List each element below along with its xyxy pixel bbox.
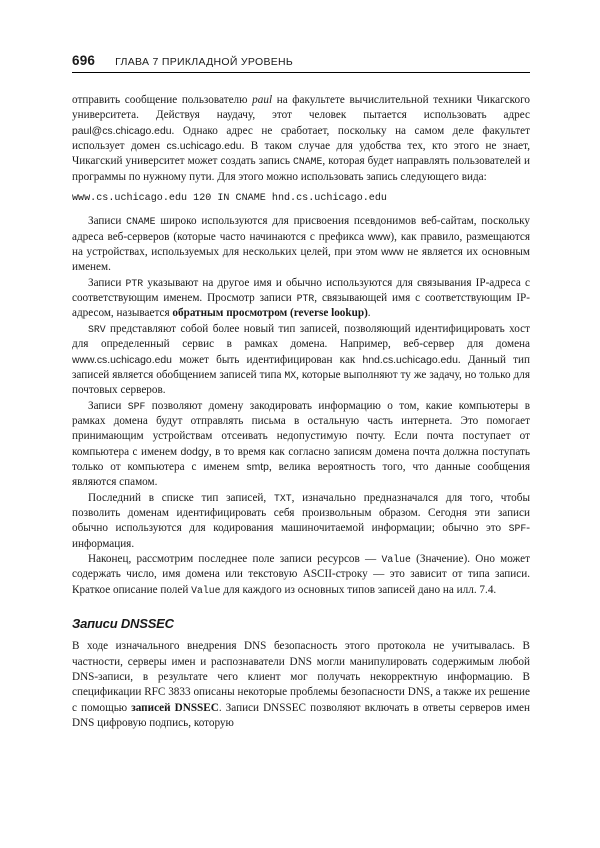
- paragraph-txt: Последний в списке тип записей, TXT, изначально предназначался для того, чтобы позволить доменам идентифицировать себя произвольным образом. Сегодня эти записи обычно используются для кодирования машиночитаемой информации; обычно это SPF-информация.: [72, 491, 530, 550]
- book-page: [72, 0, 530, 848]
- running-header: [72, 52, 530, 72]
- page-body: [72, 93, 530, 731]
- chapter-title: ГЛАВА 7 ПРИКЛАДНОЙ УРОВЕНЬ: [115, 56, 294, 68]
- paragraph-value: Наконец, рассмотрим последнее поле записи ресурсов — Value (Значение). Оно может содержать число, имя домена или текстовую ASCII-строку — это зависит от типа записи. Краткое описание полей Value для каждого из основных типов записей дано на илл. 7.4.: [72, 552, 530, 596]
- paragraph-cname: Записи CNAME широко используются для присвоения псевдонимов веб-сайтам, поскольку адреса веб-серверов (которые часто начинаются с префикса www), как правило, размещаются на устройствах, используемых для нескольких целей, при этом www не является их основным именем.: [72, 215, 530, 274]
- paragraph-srv: SRV представляют собой более новый тип записей, позволяющий идентифицировать хост для определенный сервис в рамках домена. Например, веб-сервер для домена www.cs.uchicago.edu может быть идентифицирован как hnd.cs.uchicago.edu. Данный тип записей является обобщением записей типа MX, которые выполняют ту же задачу, но только для почтовых серверов.: [72, 322, 530, 397]
- paragraph-spf: Записи SPF позволяют домену закодировать информацию о том, какие компьютеры в рамках домена будут отправлять письма в остальную часть интернета. Это помогает принимающим устройствам отсеивать недопустимую почту. Если почта поступает от компьютера с именем dodgy, в то время как согласно записям домена почта должна поступать только от компьютера с именем smtp, велика вероятность того, что данные сообщения являются спамом.: [72, 399, 530, 489]
- paragraph-dnssec: В ходе изначального внедрения DNS безопасность этого протокола не учитывалась. В частности, серверы имен и распознаватели DNS могли манипулировать содержимым любой DNS-записи, в результате чего клиент мог получать некорректную информацию. В спецификации RFC 3833 описаны некоторые проблемы безопасности DNS, а также их решение с помощью записей DNSSEC. Записи DNSSEC позволяют включать в ответы серверов имен DNS цифровую подпись, которую: [72, 640, 530, 730]
- section-heading: Записи DNSSEC: [72, 616, 174, 631]
- paragraph-cname-intro: отправить сообщение пользователю paul на факультете вычислительной техники Чикагского университета. Действуя наудачу, этот человек пытается использовать адрес paul@cs.chicago.edu. Однако адрес не сработает, поскольку на самом деле факультет использует домен cs.uchicago.edu. В таком случае для удобства тех, кто этого не знает, Чикагский университет может создать запись CNAME, которая будет направлять пользователей и программы по нужному пути. Для этого можно использовать запись следующего вида:: [72, 94, 530, 183]
- code-example: www.cs.uchicago.edu 120 IN CNAME hnd.cs.uchicago.edu: [72, 193, 387, 205]
- page-number: 696: [72, 53, 96, 68]
- paragraph-ptr: Записи PTR указывают на другое имя и обычно используются для связывания IP-адреса с соответствующим именем. Просмотр записи PTR, связывающей имя с соответствующим IP-адресом, называется обратным просмотром (reverse lookup).: [72, 276, 530, 320]
- header-rule: [72, 72, 530, 73]
